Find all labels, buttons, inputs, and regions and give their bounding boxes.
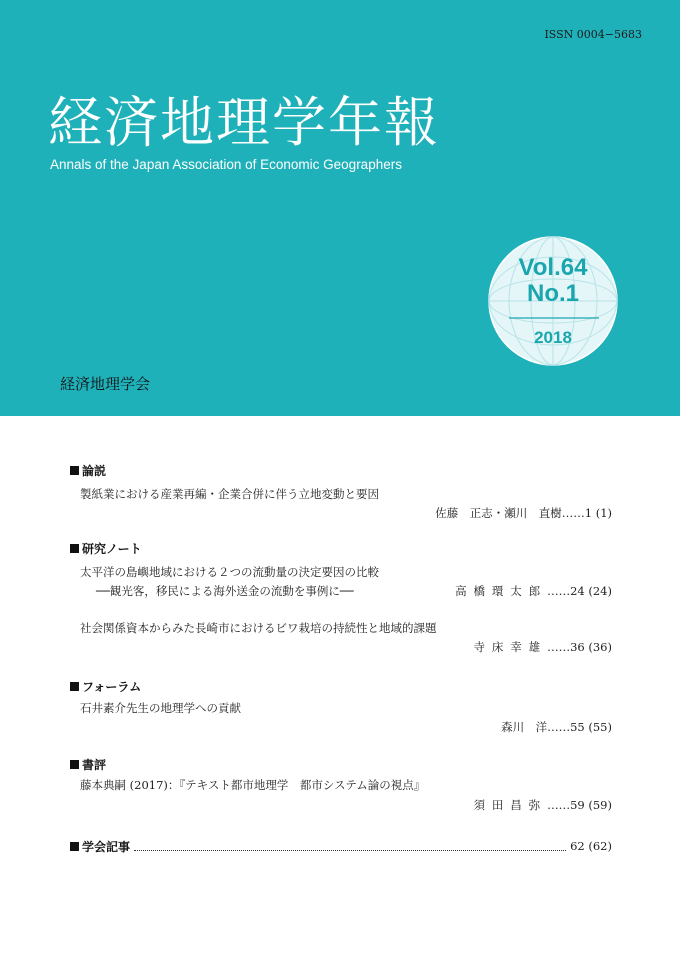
article-pages: 62 (62) xyxy=(570,839,612,853)
article-author-line: 須田昌弥……59 (59) xyxy=(473,798,612,812)
article-title[interactable]: 藤本典嗣 (2017)：『テキスト都市地理学 都市システム論の視点』 xyxy=(80,778,426,792)
journal-title-japanese: 経済地理学年報 xyxy=(48,91,440,154)
article-author-line: 森川 洋……55 (55) xyxy=(501,720,612,734)
article-pages: 1 (1) xyxy=(584,506,612,520)
section-heading-shohyo: 書評 xyxy=(70,756,106,773)
article-pages: 55 (55) xyxy=(570,720,612,734)
section-heading-kenkyu: 研究ノート xyxy=(70,540,142,557)
article-title[interactable]: 製紙業における産業再編・企業合併に伴う立地変動と要因 xyxy=(80,487,379,501)
article-author-line: 高橋環太郎……24 (24) xyxy=(455,584,612,598)
article-subtitle: ──観光客，移民による海外送金の流動を事例に── xyxy=(96,584,354,598)
article-title[interactable]: 太平洋の島嶼地域における２つの流動量の決定要因の比較 xyxy=(80,565,379,579)
article-pages: 36 (36) xyxy=(570,640,612,654)
square-bullet-icon xyxy=(70,760,79,769)
article-pages: 59 (59) xyxy=(570,798,612,812)
year-label: 2018 xyxy=(534,328,572,347)
article-author: 佐藤 正志・瀬川 直樹 xyxy=(435,506,562,520)
volume-label: Vol.64 xyxy=(518,254,588,281)
section-heading-news: 学会記事 xyxy=(70,838,130,855)
article-author-line: 寺床幸雄……36 (36) xyxy=(473,640,612,654)
article-author-line: 佐藤 正志・瀬川 直樹……1 (1) xyxy=(435,506,612,520)
globe-emblem xyxy=(487,235,619,367)
square-bullet-icon xyxy=(70,466,79,475)
journal-title-english: Annals of the Japan Association of Economic Geographers xyxy=(50,157,402,172)
square-bullet-icon xyxy=(70,682,79,691)
article-author: 寺床幸雄 xyxy=(473,640,548,654)
issn-label: ISSN 0004−5683 xyxy=(544,28,642,41)
article-title[interactable]: 社会関係資本からみた長崎市におけるビワ栽培の持続性と地域的課題 xyxy=(80,621,437,635)
article-pages: 24 (24) xyxy=(570,584,612,598)
section-heading-forum: フォーラム xyxy=(70,678,141,695)
cover-header-band xyxy=(0,0,680,416)
issue-number-label: No.1 xyxy=(526,280,579,307)
article-author: 須田昌弥 xyxy=(473,798,548,812)
square-bullet-icon xyxy=(70,842,79,851)
square-bullet-icon xyxy=(70,544,79,553)
section-row-news[interactable] xyxy=(70,837,612,855)
publisher-name: 経済地理学会 xyxy=(60,375,151,393)
article-author: 森川 洋 xyxy=(501,720,548,734)
leader-dots xyxy=(134,841,566,851)
article-title[interactable]: 石井素介先生の地理学への貢献 xyxy=(80,701,241,715)
section-heading-ronsetsu: 論説 xyxy=(70,462,106,479)
article-author: 高橋環太郎 xyxy=(455,584,548,598)
